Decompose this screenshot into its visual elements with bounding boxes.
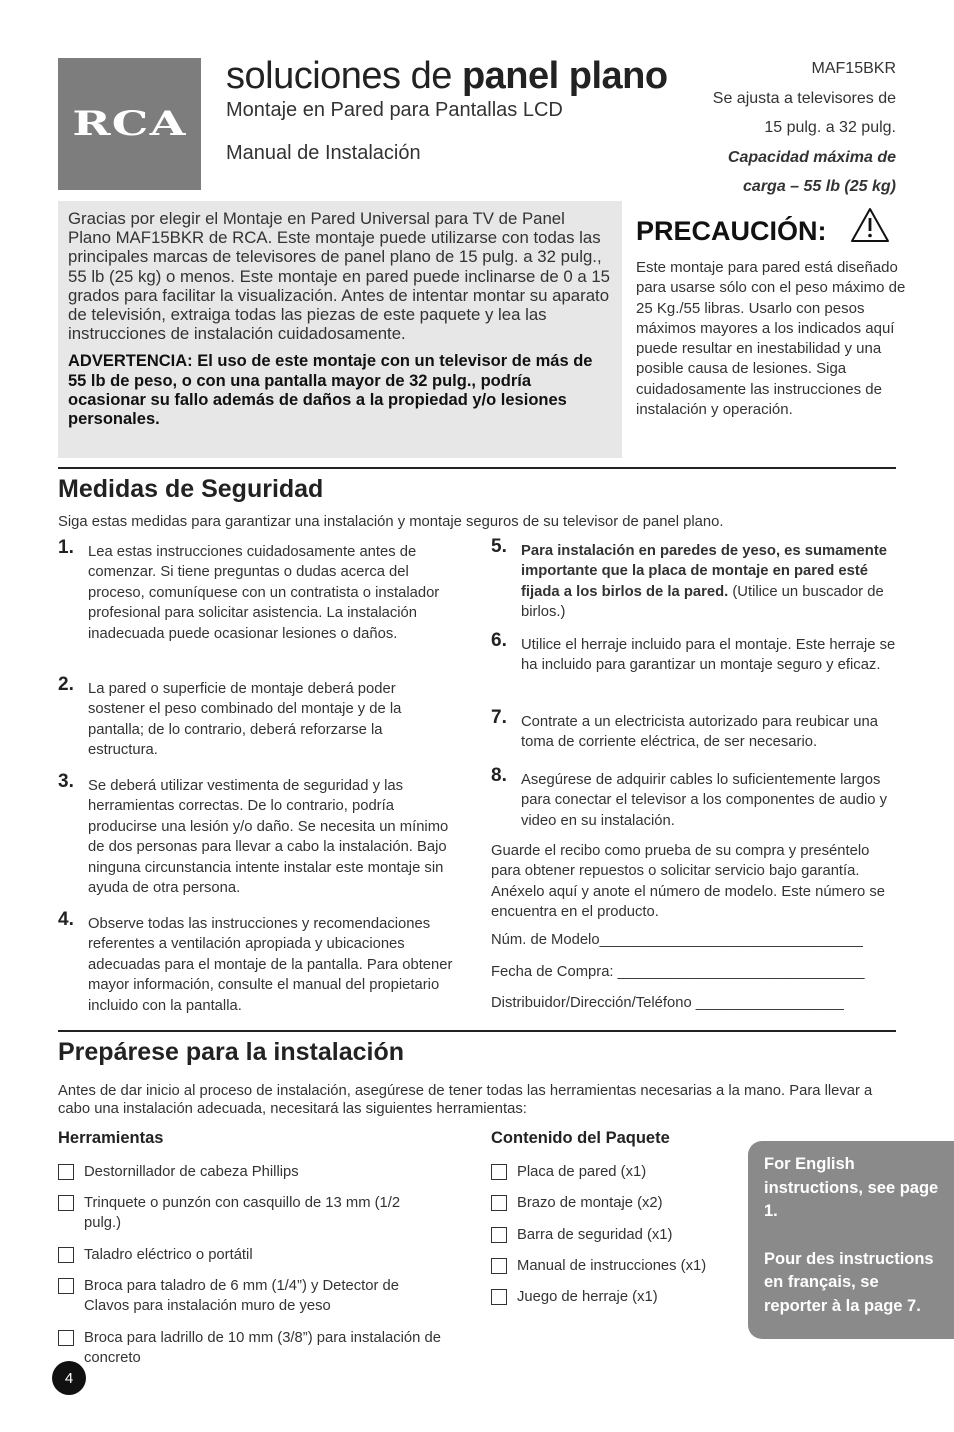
checkbox[interactable] xyxy=(491,1289,507,1305)
item-number: 5. xyxy=(491,536,507,557)
item-bold-text: Para instalación en paredes de yeso, es sumamente importante que la placa de montaje en pared esté fijada a los birlos de la pared. xyxy=(521,543,887,600)
item-number: 7. xyxy=(491,707,507,728)
item-text xyxy=(521,541,896,623)
safety-item-6 xyxy=(491,630,901,676)
capacity-line-2: carga – 55 lb (25 kg) xyxy=(743,178,896,195)
title-bold: panel plano xyxy=(461,55,668,97)
item-number: 2. xyxy=(58,674,74,695)
field-purchase-date: Fecha de Compra: ______________________________ xyxy=(491,964,865,980)
language-note-tab xyxy=(748,1141,954,1339)
warning-text: ADVERTENCIA: El uso de este montaje con un televisor de más de 55 lb de peso, o con una pantalla mayor de 32 pulg., podría ocasionar su fallo además de daños a la propiedad y/o lesiones personales. xyxy=(68,352,593,429)
page-title xyxy=(226,54,668,98)
model-info xyxy=(713,54,896,202)
checkbox[interactable] xyxy=(58,1330,74,1346)
caution-title: PRECAUCIÓN: xyxy=(636,216,827,246)
checkbox[interactable] xyxy=(491,1195,507,1211)
contents-label: Barra de seguridad (x1) xyxy=(517,1227,673,1243)
caution-text: Este montaje para pared está diseñado para usarse sólo con el peso máximo de 25 Kg./55 libras. Usarlo con pesos máximos mayores a los indicados aquí puede resultar en inestabilidad y una posible causa de lesiones. Siga cuidadosamente las instrucciones de instalación y operación. xyxy=(636,259,906,419)
safety-item-4 xyxy=(58,909,468,1016)
item-text-tail: (Utilice un buscador de birlos.) xyxy=(521,583,884,621)
safety-item-5 xyxy=(491,536,896,623)
checkbox[interactable] xyxy=(491,1164,507,1180)
safety-item-3 xyxy=(58,771,450,898)
field-model-number: Núm. de Modelo________________________________ xyxy=(491,932,863,948)
divider xyxy=(58,1030,896,1032)
warning-triangle-icon xyxy=(849,206,891,244)
field-dealer: Distribuidor/Dirección/Teléfono __________________ xyxy=(491,995,844,1011)
receipt-text: Guarde el recibo como prueba de su compra y preséntelo para obtener repuestos o solicitar servicio bajo garantía. Anéxelo aquí y anote el número de modelo. Este número se encuentra en el producto. xyxy=(491,843,886,921)
item-number: 3. xyxy=(58,771,74,792)
contents-heading: Contenido del Paquete xyxy=(491,1129,670,1147)
safety-item-8 xyxy=(491,765,901,831)
contents-checklist-item xyxy=(491,1162,741,1182)
tool-checklist-item xyxy=(58,1276,448,1317)
page-number: 4 xyxy=(52,1361,86,1395)
item-number: 4. xyxy=(58,909,74,930)
safety-heading: Medidas de Seguridad xyxy=(58,475,324,503)
checkbox[interactable] xyxy=(491,1258,507,1274)
contents-label: Juego de herraje (x1) xyxy=(517,1289,658,1305)
tool-checklist-item xyxy=(58,1193,418,1234)
safety-item-1 xyxy=(58,537,460,644)
item-text: Se deberá utilizar vestimenta de seguridad y las herramientas correctas. De lo contrario, podría producirse una lesión y/o daño. Se necesita un mínimo de dos personas para llevar a cabo la instalación. Bajo ninguna circunstancia intente instalar este montaje sin ayuda de otra persona. xyxy=(88,778,449,897)
contents-checklist-item xyxy=(491,1287,741,1307)
tool-checklist-item xyxy=(58,1162,478,1182)
capacity-line-1: Capacidad máxima de xyxy=(727,148,896,166)
tool-checklist-item xyxy=(58,1328,468,1369)
fits-line-2: 15 pulg. a 32 pulg. xyxy=(764,119,896,136)
contents-checklist-item xyxy=(491,1225,741,1245)
manual-label: Manual de Instalación xyxy=(226,142,421,164)
item-text: Lea estas instrucciones cuidadosamente antes de comenzar. Si tiene preguntas o dudas acerca del proceso, comuníquese con un contratista o instalador profesional para solicitar asistencia. La instalación inadecuada puede ocasionar lesiones o daños. xyxy=(88,544,440,642)
checkbox[interactable] xyxy=(58,1164,74,1180)
safety-lead: Siga estas medidas para garantizar una instalación y montaje seguros de su televisor de panel plano. xyxy=(58,514,724,530)
divider xyxy=(58,467,896,469)
model-number: MAF15BKR xyxy=(811,60,896,77)
contents-label: Placa de pared (x1) xyxy=(517,1164,647,1180)
prepare-lead: Antes de dar inicio al proceso de instalación, asegúrese de tener todas las herramientas necesarias a la mano. Para llevar a cabo una instalación adecuada, necesitará las siguientes herramientas: xyxy=(58,1083,873,1117)
rca-logo-text: RCA xyxy=(72,104,187,144)
item-text: La pared o superficie de montaje deberá poder sostener el peso combinado del montaje y de la pantalla; de lo contrario, deberá reforzarse la estructura. xyxy=(88,681,402,759)
safety-item-2 xyxy=(58,674,438,761)
contents-label: Brazo de montaje (x2) xyxy=(517,1195,663,1211)
tool-label: Taladro eléctrico o portátil xyxy=(84,1247,253,1263)
tool-label: Broca para taladro de 6 mm (1/4”) y Detector de Clavos para instalación muro de yeso xyxy=(84,1278,399,1315)
tools-heading: Herramientas xyxy=(58,1129,164,1147)
checkbox[interactable] xyxy=(491,1227,507,1243)
page-subtitle: Montaje en Pared para Pantallas LCD xyxy=(226,99,563,121)
item-text: Contrate a un electricista autorizado para reubicar una toma de corriente eléctrica, de ser necesario. xyxy=(521,714,878,751)
checkbox[interactable] xyxy=(58,1195,74,1211)
item-number: 1. xyxy=(58,537,74,558)
safety-item-7 xyxy=(491,707,891,753)
tool-label: Trinquete o punzón con casquillo de 13 mm (1/2 pulg.) xyxy=(84,1195,401,1232)
english-note: For English instructions, see page 1. xyxy=(764,1155,939,1220)
checkbox[interactable] xyxy=(58,1247,74,1263)
item-text: Observe todas las instrucciones y recomendaciones referentes a ventilación apropiada y ubicaciones adecuadas para el montaje de la pantalla. Para obtener mayor información, consulte el manual del propietario incluido con la pantalla. xyxy=(88,916,453,1014)
item-number: 8. xyxy=(491,765,507,786)
rca-logo xyxy=(58,58,201,190)
prepare-heading: Prepárese para la instalación xyxy=(58,1038,405,1066)
intro-text: Gracias por elegir el Montaje en Pared Universal para TV de Panel Plano MAF15BKR de RCA. Este montaje puede utilizarse con todas las principales marcas de televisores de panel plano de 15 pulg. a 32 pulg., 55 lb (25 kg) o menos. Este montaje en pared puede inclinarse de 0 a 15 grados para facilitar la visualización. Antes de intentar montar su aparato de televisión, extraiga todas las piezas de este paquete y lea las instrucciones de instalación cuidadosamente. xyxy=(68,209,611,344)
contents-checklist-item xyxy=(491,1256,741,1276)
fits-line-1: Se ajusta a televisores de xyxy=(712,89,896,107)
tool-checklist-item xyxy=(58,1245,478,1265)
item-number: 6. xyxy=(491,630,507,651)
contents-label: Manual de instrucciones (x1) xyxy=(517,1258,707,1274)
item-text: Asegúrese de adquirir cables lo suficientemente largos para conectar el televisor a los componentes de audio y video en su instalación. xyxy=(521,772,888,829)
contents-checklist-item xyxy=(491,1193,741,1213)
tool-label: Broca para ladrillo de 10 mm (3/8”) para instalación de concreto xyxy=(84,1330,441,1367)
tool-label: Destornillador de cabeza Phillips xyxy=(84,1164,299,1180)
intro-box xyxy=(58,201,622,458)
item-text: Utilice el herraje incluido para el montaje. Este herraje se ha incluido para garantizar un montaje seguro y eficaz. xyxy=(521,637,896,674)
french-note: Pour des instructions en français, se reporter à la page 7. xyxy=(764,1249,934,1315)
title-light: soluciones de xyxy=(226,55,462,97)
checkbox[interactable] xyxy=(58,1278,74,1294)
